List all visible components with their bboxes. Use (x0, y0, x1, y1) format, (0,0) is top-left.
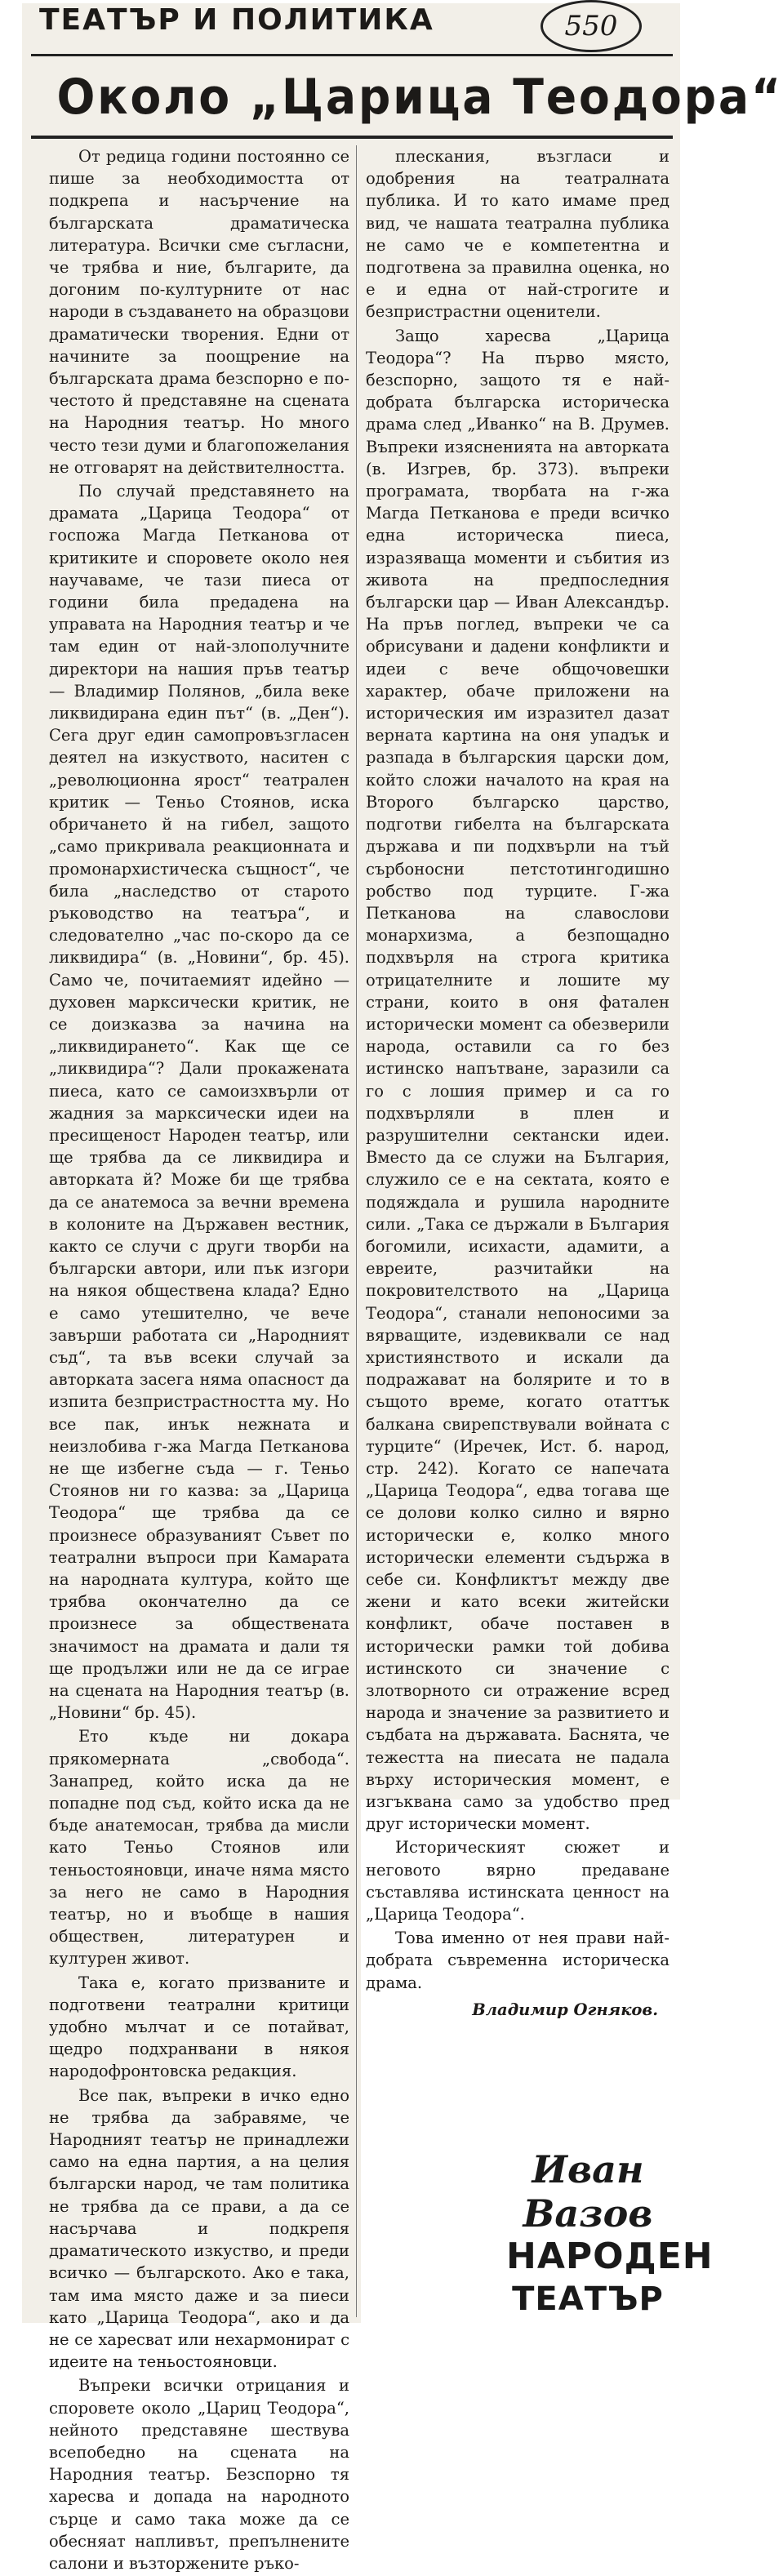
paragraph: Все пак, въпреки в ичко едно не трябва да забравяме, че Народният театър не принадлежи само на една партия, а на целия български народ, че там политика не трябва да се прави, а да се насърчава и подкрепя драматическото изкуство, и преди всичко — българското. Ако е така, там има място даже и за пиеси като „Царица Теодора“, ако и да не се харесват или нехармонират с идеите на теньостояновци. (49, 2085, 349, 2372)
paragraph: От редица години постоянно се пише за необходимостта от подкрепа и насърчение на българската драматическа литература. Всички сме съгласни, че трябва и ние, българите, да догоним по-културните от нас народи в създаването на образцови драматически творения. Едни от начините за поощрение на българската драма безспорно е по-честото й представяне на сцената на Народния театър. Но много често тези думи и благопожелания не отговарят на действителността. (49, 147, 349, 477)
section-rubric: ТЕАТЪР И ПОЛИТИКА (39, 3, 434, 37)
paragraph: Защо харесва „Царица Теодора“? На първо място, безспорно, защото тя е най-добрата българска историческа драма след „Иванко“ на В. Друмев. Въпреки изясненията на авторката (в. Изгрев, бр. 373). въпреки програмата, творбата на г-жа Магда Петканова е преди всичко една историческа пиеса, изразяваща моменти и събития из живота на предпоследния български цар — Иван Александър. На пръв поглед, въпреки че са обрисувани и дадени конфликти и идеи с вече общочовешки характер, обаче приложени на историческия им изразител дазат верната картина на оня упадък и разпада в българския царски дом, който сложи началото на края на Второго българско царство, подготви гибелта на българската държава и пи подхвърли на тъй сърбоносни петстотингодишно робство под турците. Г-жа Петканова на славослови монархизма, а безпощадно подхвърля на строга критика отрицателните и лошите му страни, които в оня фатален исторически момент са обезверили народа, оставили са го без истинско напътване, заразили са го с лошия пример и са го подхвърляли в плен и разрушителни сектански идеи. Вместо да се служи на България, служило се е на сектата, която е подяждала и рушила народните сили. „Така се държали в България богомили, исихасти, адамити, а евреите, разчитайки на покровителството на „Царица Теодора“, станали непоносими за вярващите, издевиквали се над християнството и искали да подражават на болярите и то в същото време, когато отаттък балкана свирепствували войната с турците“ (Иречек, Ист. б. народ, стр. 242). Когато се напечата „Царица Теодора“, едва тогава ще се долови колко силно и вярно исторически е, колко много исторически елементи съдържа в себе си. Конфликтът между две жени и като всеки житейски конфликт, обаче поставен в исторически рамки той добива истинското си значение с злотворното си отражение всред народа и значение за развитието и съдбата на държавата. Баснята, че тежестта на пиесата не падала върху историческия момент, е изгъквана само за удобство пред друг исторически момент. (366, 326, 670, 1834)
logo-text-line-1: НАРОДЕН (506, 2236, 714, 2277)
paragraph: Така е, когато призваните и подготвени театрални критици удобно мълчат и се потайват, щедро подхранвани в някоя народофронтовска редакция. (49, 1973, 349, 2081)
paragraph: По случай представянето на драмата „Царица Теодора“ от госпожа Магда Петканова от критиките и споровете около нея научаваме, че тази пиеса от години била предадена на управата на Народния театър и че там един от най-злополучните директори на нашия пръв театър — Владимир Полянов, „била веке ликвидирана един път“ (в. „Ден“). Сега друг един самопровъзгласен деятел на изкуството, наситен с „революционна ярост“ театрален критик — Теньо Стоянов, иска обричането й на гибел, защото „само прикривала реакционната и промонархистическа същност“, че била „наследство от старото ръководство на театъра“, и следователно „час по-скоро да се ликвидира“ (в. „Новини“, бр. 45). Само че, почитаемият идейно — духовен марксически критик, не се доизказва за начина на „ликвидирането“. Как ще се „ликвидира“? Дали прокажената пиеса, като се самоизхвърли от жадния за марксически идеи на пресищеност Народен театър, или ще трябва да се ликвидира и авторката й? Може би ще трябва да се анатемоса за вечни времена в колоните на Държавен вестник, както се случи с други творби на български автори, или пък изгори на някоя обществена клада? Едно е само утешително, че вече завърши работата си „Народният съд“, та във всеки случай за авторката засега няма опасност да изпита безпристрастността му. Но все пак, инък нежната и неизлобива г-жа Магда Петканова не ще избегне съда — г. Теньо Стоянов ни го казва: за „Царица Теодора“ ще трябва да се произнесе образуваният Съвет по театрални въпроси при Камарата на народната култура, който ще трябва окончателно да се произнесе за обществената значимост на драмата и дали тя ще продължи или не да се играе на сцената на Народния театър (в. „Новини“ бр. 45). (49, 482, 349, 1723)
paragraph: Историческият сюжет и неговото вярно предаване съставлява истинската ценност на „Царица Теодора“. (366, 1838, 670, 1924)
rubric-rule (31, 54, 673, 56)
article-headline: Около „Царица Теодора“ (56, 69, 783, 126)
logo-text-line-2: ТЕАТЪР (512, 2280, 664, 2318)
left-column (49, 145, 349, 2576)
headline-rule (31, 136, 673, 139)
archive-number: 550 (564, 10, 618, 42)
right-column (366, 145, 670, 2021)
logo-script-signature: Иван Вазов (523, 2147, 653, 2236)
author-signature: Владимир Огняков. (472, 2000, 658, 2019)
column-divider (356, 145, 357, 2317)
paragraph: Въпреки всички отрицания и споровете около „Цариц Теодора“, нейното представяне шествува всепобедно на сцената на Народния театър. Безспорно тя харесва и допада на народното сърце и само така може да се обесняат напливът, препълнените салони и възторжените ръко- (49, 2376, 349, 2573)
paragraph: Това именно от нея прави най-добрата съвременна историческа драма. (366, 1929, 670, 1992)
archive-number-stamp (541, 0, 642, 52)
paragraph: плескания, възгласи и одобрения на театралната публика. И то като имаме пред вид, че нашата театрална публика не само че е компетентна и подготвена за правилна оценка, но е и една от най-строгите и безпристрастни оценители. (366, 147, 670, 322)
paragraph: Ето къде ни докара прякомерната „свобода“. Занапред, който иска да не попадне под съд, който иска да не бъде анатемосан, трябва да мисли като Теньо Стоянов или теньостояновци, иначе няма място за него не само в Народния театър, но и въобще в нашия обществен, литературен и културен живот. (49, 1727, 349, 1969)
national-theatre-logo (506, 2147, 714, 2318)
